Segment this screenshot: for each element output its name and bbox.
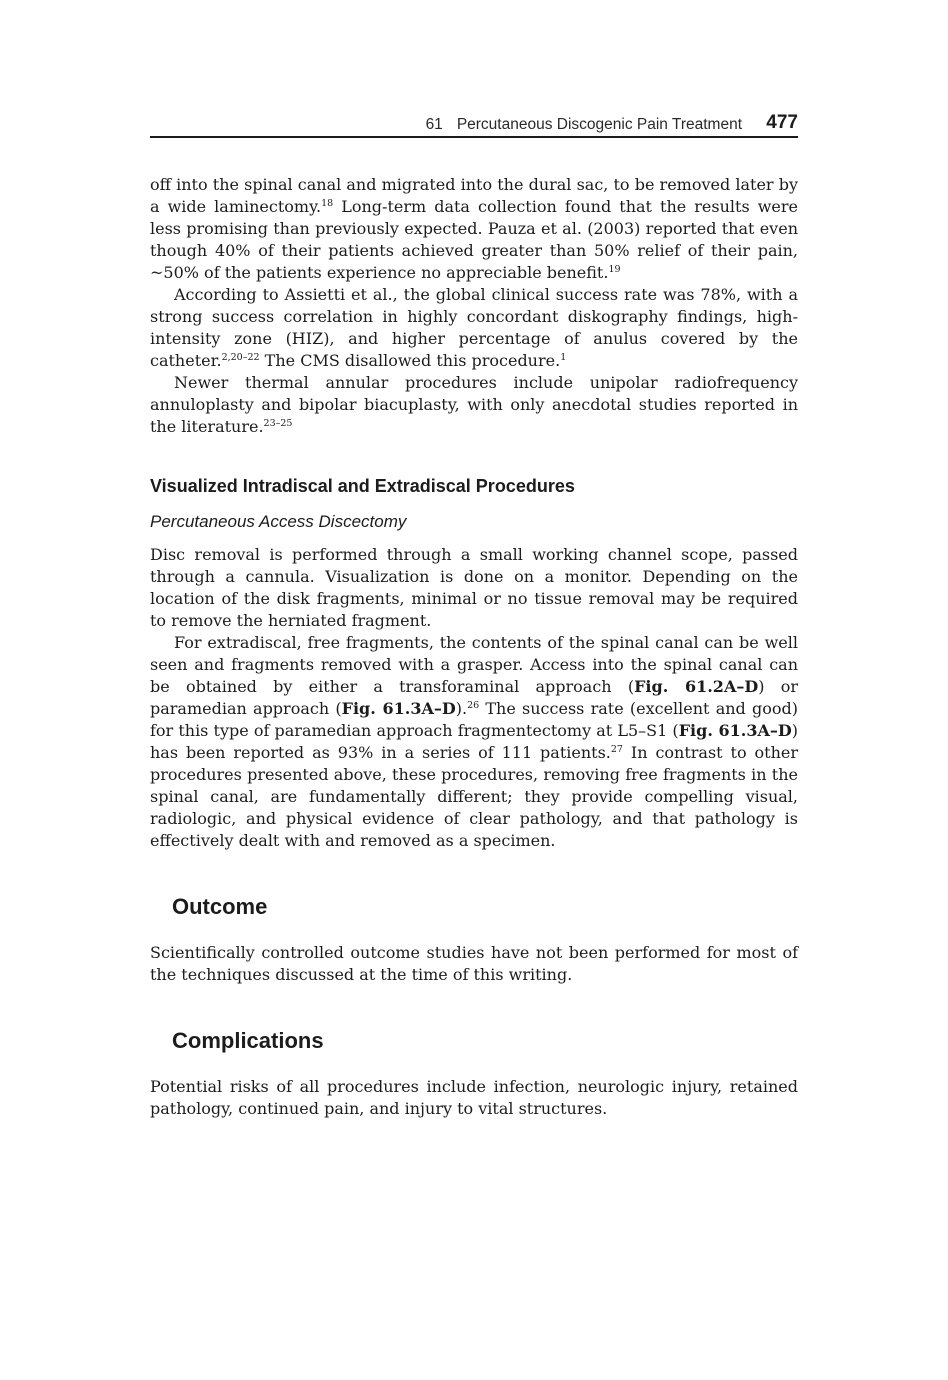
running-title <box>426 116 742 134</box>
citation: 18 <box>321 198 334 209</box>
section-heading-complications: Complications <box>172 1028 324 1053</box>
body-text <box>150 174 798 1120</box>
paragraph: Disc removal is performed through a small working channel scope, passed through a cannula. Visualization is done on a monitor. Depending on the location of the disk fragments, minimal or no tissue removal may be required to remove the herniated fragment. <box>150 545 798 630</box>
text-run: off into the spinal canal and migrated into the dural sac, to be removed later by a wide laminectomy. <box>150 175 798 216</box>
text-run: The success rate (excellent and good) for this type of paramedian approach fragmentectomy at L5–S1 ( <box>150 699 798 740</box>
paragraph <box>150 174 798 284</box>
figure-reference[interactable]: Fig. 61.3A–D <box>341 699 456 718</box>
running-header <box>150 110 798 138</box>
citation: 2,20–22 <box>221 352 260 363</box>
citation: 19 <box>608 264 621 275</box>
paragraph: Scientifically controlled outcome studies have not been performed for most of the techniques discussed at the time of this writing. <box>150 943 798 984</box>
text-run: In contrast to other procedures presented above, these procedures, removing free fragments in the spinal canal, are fundamentally different; they provide compelling visual, radiologic, and physical evidence of clear pathology, and that pathology is effectively dealt with and removed as a specimen. <box>150 743 799 850</box>
figure-reference[interactable]: Fig. 61.3A–D <box>678 721 792 740</box>
text-run: Long-term data collection found that the results were less promising than previously expected. Pauza et al. (2003) reported that even though 40% of their patients achieved greater than 50% relief of their pain, ~50% of the patients experience no appreciable benefit. <box>150 197 799 282</box>
citation: 1 <box>560 352 567 363</box>
text-run: For extradiscal, free fragments, the contents of the spinal canal can be well seen and fragments removed with a grasper. Access into the spinal canal can be obtained by either a transforaminal approach ( <box>150 633 798 696</box>
chapter-title: Percutaneous Discogenic Pain Treatment <box>456 116 742 133</box>
paragraph: Potential risks of all procedures include infection, neurologic injury, retained pathology, continued pain, and injury to vital structures. <box>150 1077 798 1118</box>
subsubsection-heading: Percutaneous Access Discectomy <box>150 512 407 531</box>
text-run: ). <box>455 699 468 718</box>
paragraph <box>150 632 798 852</box>
text-run: Newer thermal annular procedures include unipolar radiofrequency annuloplasty and bipolar biacuplasty, with only anecdotal studies reported in the literature. <box>150 373 798 436</box>
subsection-heading: Visualized Intradiscal and Extradiscal Procedures <box>150 476 575 496</box>
paragraph <box>150 372 798 438</box>
citation: 26 <box>467 700 480 711</box>
citation: 27 <box>610 744 623 755</box>
text-run: The CMS disallowed this procedure. <box>259 351 561 370</box>
section-heading-outcome: Outcome <box>172 894 268 919</box>
text-run: According to Assietti et al., the global clinical success rate was 78%, with a strong success correlation in highly concordant diskography findings, high-intensity zone (HIZ), and higher percentage of anulus covered by the catheter. <box>150 285 798 370</box>
page-number: 477 <box>766 112 798 133</box>
chapter-number: 61 <box>425 116 443 133</box>
text-run: ) or paramedian approach ( <box>150 677 798 718</box>
figure-reference[interactable]: Fig. 61.2A–D <box>634 677 759 696</box>
text-run: ) has been reported as 93% in a series of 111 patients. <box>150 721 799 762</box>
citation: 23–25 <box>263 418 293 429</box>
paragraph <box>150 284 798 372</box>
book-page <box>150 110 798 1120</box>
